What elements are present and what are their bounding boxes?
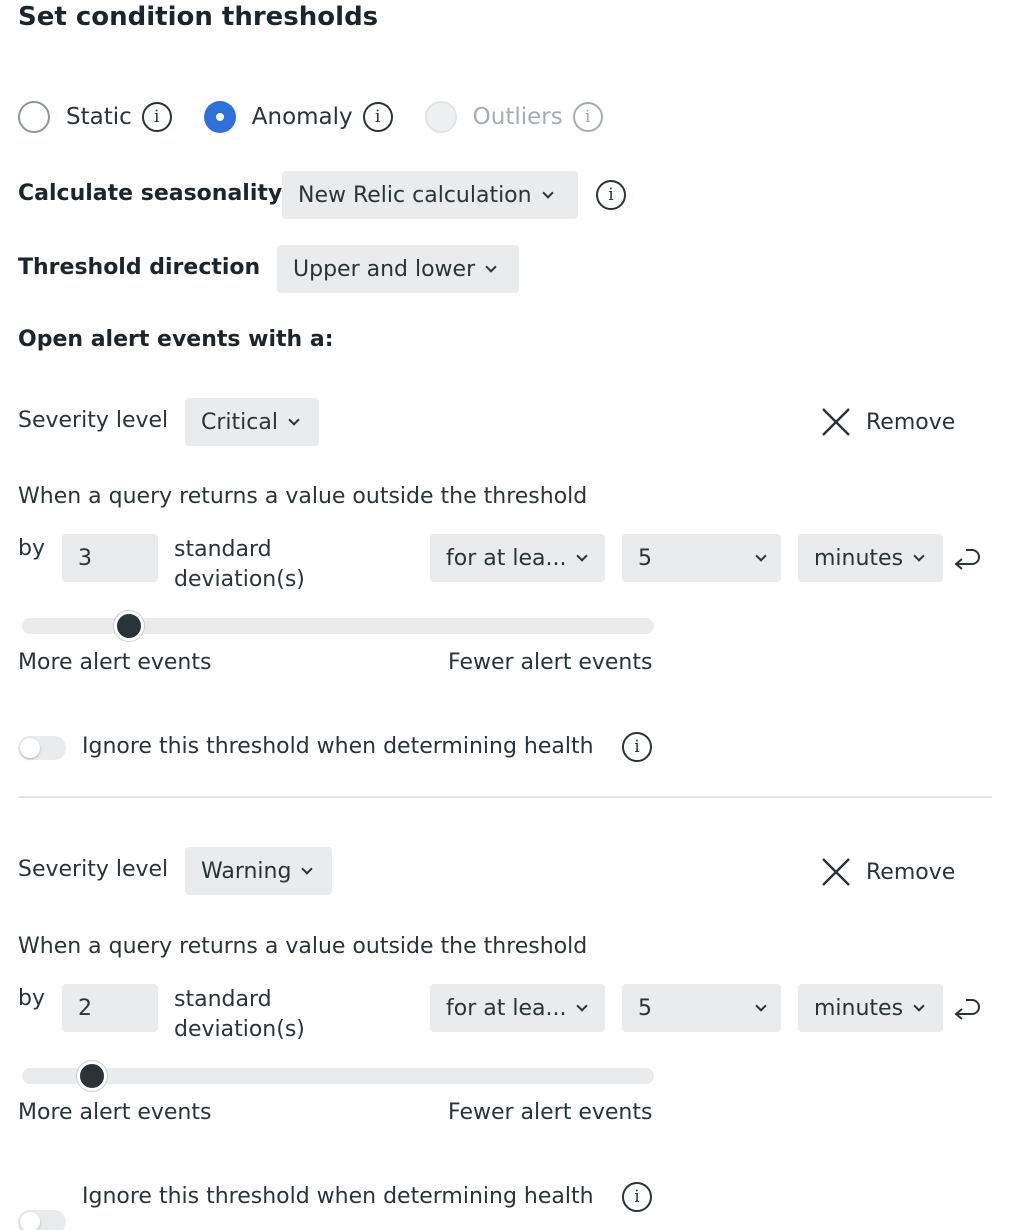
direction-dropdown[interactable] — [277, 245, 519, 293]
seasonality-label: Calculate seasonality — [18, 181, 283, 206]
sensitivity-slider-thumb[interactable] — [114, 611, 144, 641]
chevron-down-icon — [577, 1000, 588, 1011]
by-label: by — [18, 536, 45, 561]
close-icon — [820, 406, 852, 438]
more-alerts-label: More alert events — [18, 1100, 212, 1125]
radio-outliers-label: Outliers — [472, 104, 563, 130]
duration-value-dropdown[interactable] — [622, 984, 781, 1032]
duration-unit-value: minutes — [814, 545, 904, 571]
severity-value: Warning — [201, 858, 292, 884]
info-icon[interactable]: i — [596, 180, 626, 210]
chevron-down-icon — [485, 261, 496, 272]
query-text: When a query returns a value outside the threshold — [18, 484, 588, 509]
duration-value: 5 — [638, 545, 652, 571]
deviation-unit-line2: deviation(s) — [174, 567, 305, 592]
chevron-down-icon — [913, 1000, 924, 1011]
radio-static[interactable] — [18, 101, 172, 133]
duration-value: 5 — [638, 995, 652, 1021]
direction-value: Upper and lower — [293, 256, 476, 282]
sensitivity-slider-thumb[interactable] — [77, 1061, 107, 1091]
sensitivity-slider[interactable] — [22, 1068, 654, 1084]
info-icon[interactable]: i — [622, 732, 652, 762]
duration-unit-value: minutes — [814, 995, 904, 1021]
deviations-input[interactable] — [62, 984, 158, 1032]
duration-operator-value: for at lea... — [446, 545, 567, 571]
chevron-down-icon — [542, 187, 553, 198]
duration-operator-dropdown[interactable] — [430, 984, 605, 1032]
return-arrow-icon[interactable] — [952, 994, 982, 1024]
ignore-health-toggle[interactable] — [18, 1210, 66, 1230]
radio-anomaly-label: Anomaly — [251, 104, 353, 130]
threshold-divider — [18, 796, 992, 798]
remove-button[interactable] — [820, 856, 955, 888]
duration-operator-value: for at lea... — [446, 995, 567, 1021]
severity-label: Severity level — [18, 408, 169, 433]
severity-value: Critical — [201, 409, 278, 435]
by-label: by — [18, 986, 45, 1011]
chevron-down-icon — [577, 550, 588, 561]
duration-value-dropdown[interactable] — [622, 534, 781, 582]
remove-button-label: Remove — [866, 859, 956, 885]
chevron-down-icon — [302, 863, 313, 874]
return-arrow-icon[interactable] — [952, 544, 982, 574]
deviations-input[interactable] — [62, 534, 158, 582]
chevron-down-icon — [288, 414, 299, 425]
remove-button[interactable] — [820, 406, 955, 438]
radio-static-label: Static — [66, 104, 132, 130]
deviation-unit-line1: standard — [174, 537, 272, 562]
severity-dropdown[interactable] — [185, 398, 319, 446]
chevron-down-icon — [755, 1000, 766, 1011]
info-icon[interactable]: i — [622, 1182, 652, 1212]
direction-label: Threshold direction — [18, 255, 261, 280]
radio-static-circle[interactable] — [18, 101, 50, 133]
deviation-unit-line2: deviation(s) — [174, 1017, 305, 1042]
seasonality-dropdown[interactable] — [282, 171, 578, 219]
query-text: When a query returns a value outside the threshold — [18, 934, 588, 959]
radio-anomaly-circle[interactable] — [204, 101, 236, 133]
radio-anomaly[interactable] — [204, 101, 393, 133]
close-icon — [820, 856, 852, 888]
severity-dropdown[interactable] — [185, 847, 332, 895]
more-alerts-label: More alert events — [18, 650, 212, 675]
info-icon[interactable]: i — [573, 102, 603, 132]
seasonality-value: New Relic calculation — [298, 182, 532, 208]
deviations-value: 2 — [78, 995, 92, 1021]
ignore-health-label: Ignore this threshold when determining health — [82, 734, 594, 759]
chevron-down-icon — [755, 550, 766, 561]
chevron-down-icon — [913, 550, 924, 561]
deviation-unit-line1: standard — [174, 987, 272, 1012]
duration-unit-dropdown[interactable] — [798, 534, 943, 582]
page-title: Set condition thresholds — [18, 2, 379, 32]
duration-operator-dropdown[interactable] — [430, 534, 605, 582]
open-events-label: Open alert events with a: — [18, 327, 334, 352]
duration-unit-dropdown[interactable] — [798, 984, 943, 1032]
ignore-health-label: Ignore this threshold when determining health — [82, 1184, 594, 1209]
severity-label: Severity level — [18, 857, 169, 882]
fewer-alerts-label: Fewer alert events — [448, 1100, 653, 1125]
fewer-alerts-label: Fewer alert events — [448, 650, 653, 675]
radio-outliers-circle — [425, 101, 457, 133]
deviation-unit-label — [174, 535, 305, 595]
radio-outliers — [425, 101, 603, 133]
info-icon[interactable]: i — [142, 102, 172, 132]
remove-button-label: Remove — [866, 409, 956, 435]
deviation-unit-label — [174, 985, 305, 1045]
info-icon[interactable]: i — [363, 102, 393, 132]
threshold-type-radio-group — [18, 100, 635, 134]
ignore-health-toggle[interactable] — [18, 736, 66, 760]
deviations-value: 3 — [78, 545, 92, 571]
